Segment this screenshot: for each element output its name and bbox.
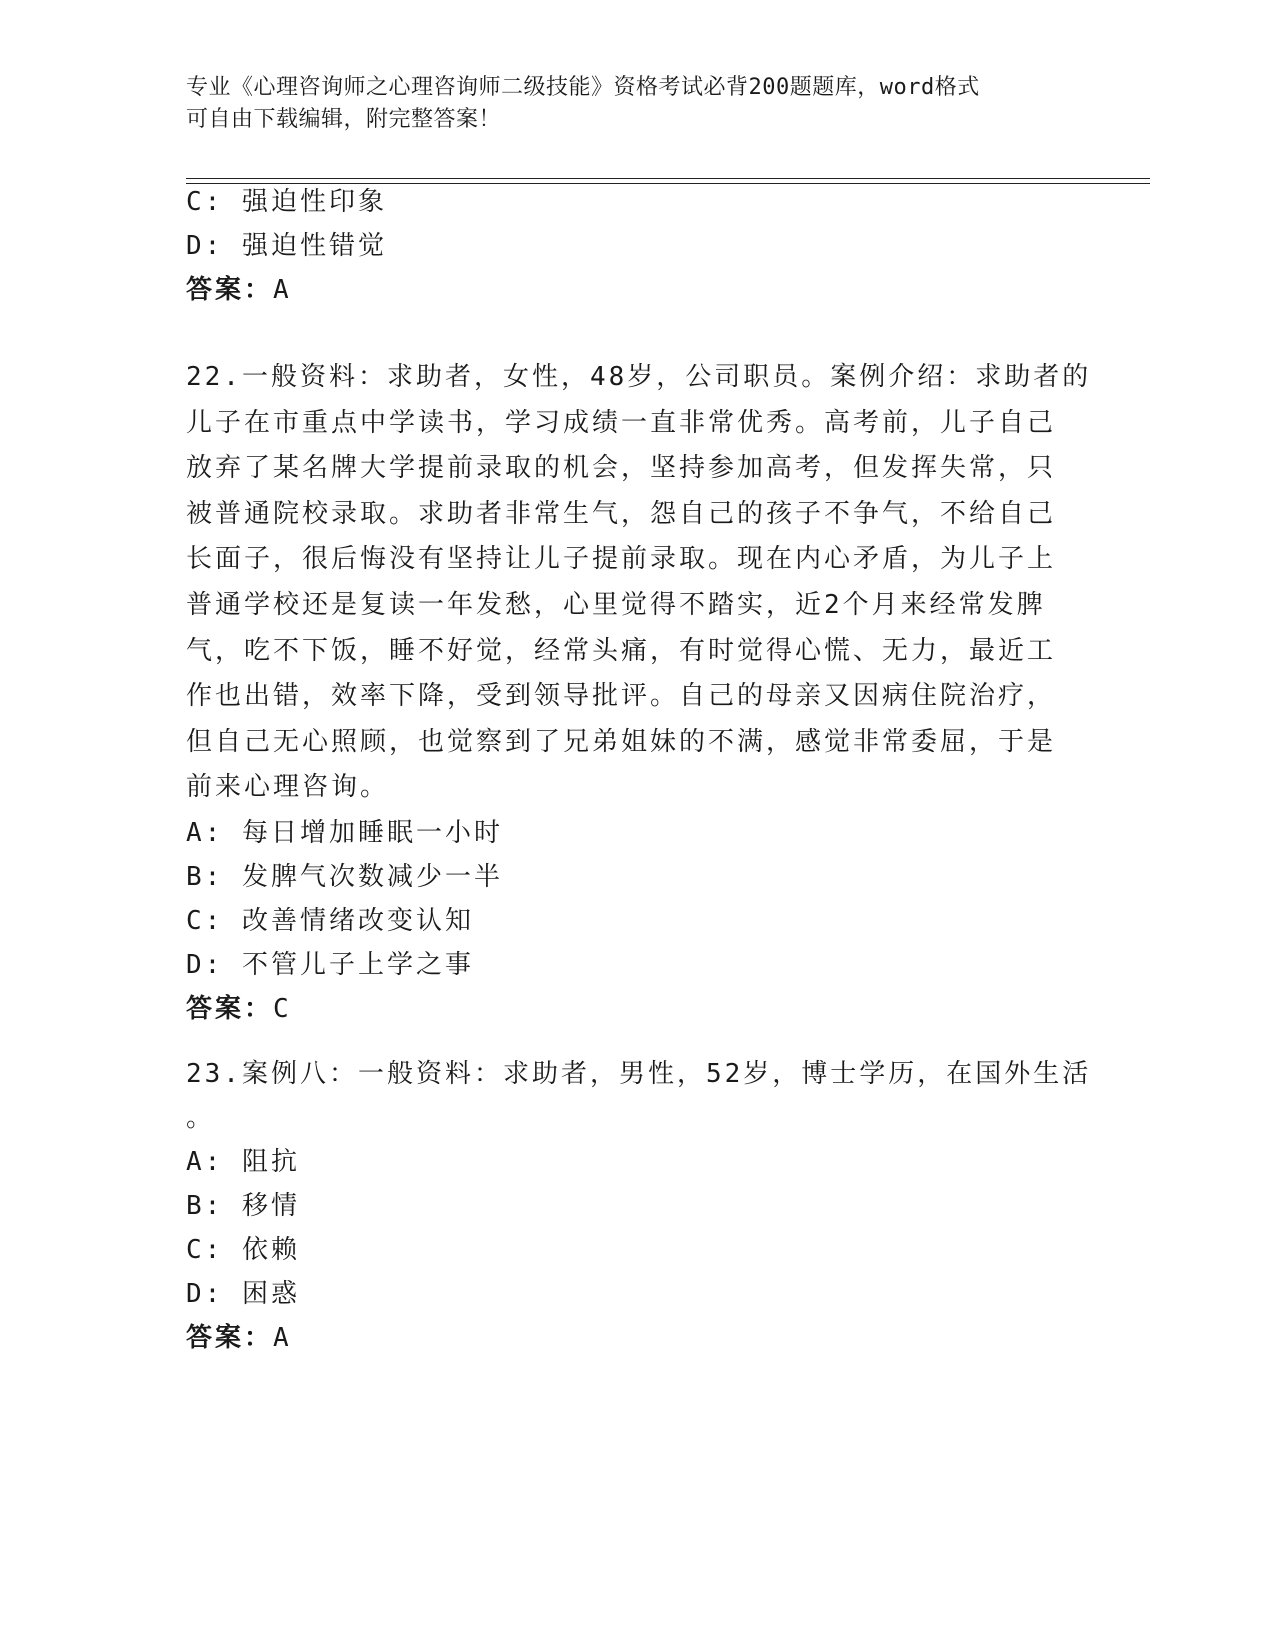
header-title-line-1: 专业《心理咨询师之心理咨询师二级技能》资格考试必背200题题库，word格式 <box>186 75 980 100</box>
q22-text-line: 但自己无心照顾，也觉察到了兄弟姐妹的不满，感觉非常委屈，于是 <box>186 726 1057 757</box>
document-header <box>186 72 1066 136</box>
q22-option-b: B: 发脾气次数减少一半 <box>186 862 503 892</box>
header-title-line-2: 可自由下载编辑，附完整答案！ <box>186 107 502 132</box>
answer-value: A <box>273 275 292 305</box>
answer-label: 答案： <box>186 1323 274 1353</box>
q23-option-a: A: 阻抗 <box>186 1147 300 1177</box>
q22-text-line: 气，吃不下饭，睡不好觉，经常头痛，有时觉得心慌、无力，最近工 <box>186 635 1057 666</box>
answer-value: A <box>273 1323 292 1353</box>
answer-label: 答案： <box>186 994 274 1024</box>
q22-text-line: 普通学校还是复读一年发愁，心里觉得不踏实，近2个月来经常发脾 <box>186 590 1046 620</box>
q22-text-line: 长面子，很后悔没有坚持让儿子提前录取。现在内心矛盾，为儿子上 <box>186 544 1057 575</box>
q21-option-d: D: 强迫性错觉 <box>186 231 387 261</box>
q23-option-b: B: 移情 <box>186 1191 300 1221</box>
q22-text-line: 放弃了某名牌大学提前录取的机会，坚持参加高考，但发挥失常，只 <box>186 453 1057 484</box>
answer-label: 答案： <box>186 275 274 305</box>
q22-text-line: 作也出错，效率下降，受到领导批评。自己的母亲又因病住院治疗， <box>186 681 1057 712</box>
q23-text-line: 。 <box>186 1103 216 1133</box>
answer-value: C <box>273 994 292 1024</box>
q22-text-line: 儿子在市重点中学读书，学习成绩一直非常优秀。高考前，儿子自己 <box>186 407 1057 438</box>
q22-option-c: C: 改善情绪改变认知 <box>186 906 474 936</box>
q22-text-line: 22.一般资料：求助者，女性，48岁，公司职员。案例介绍：求助者的 <box>186 362 1092 392</box>
q23-text-line: 23.案例八：一般资料：求助者，男性，52岁，博士学历，在国外生活 <box>186 1059 1092 1089</box>
q21-answer <box>186 268 292 312</box>
q22-answer <box>186 987 292 1031</box>
q22-text-line: 被普通院校录取。求助者非常生气，怨自己的孩子不争气，不给自己 <box>186 498 1057 529</box>
header-divider-top <box>186 178 1150 179</box>
q23-answer <box>186 1316 292 1360</box>
q23-option-d: D: 困惑 <box>186 1279 300 1309</box>
q22-option-d: D: 不管儿子上学之事 <box>186 950 474 980</box>
q23-option-c: C: 依赖 <box>186 1235 300 1265</box>
q21-option-c: C: 强迫性印象 <box>186 187 387 217</box>
q22-option-a: A: 每日增加睡眠一小时 <box>186 818 503 848</box>
q22-text-line: 前来心理咨询。 <box>186 772 390 803</box>
